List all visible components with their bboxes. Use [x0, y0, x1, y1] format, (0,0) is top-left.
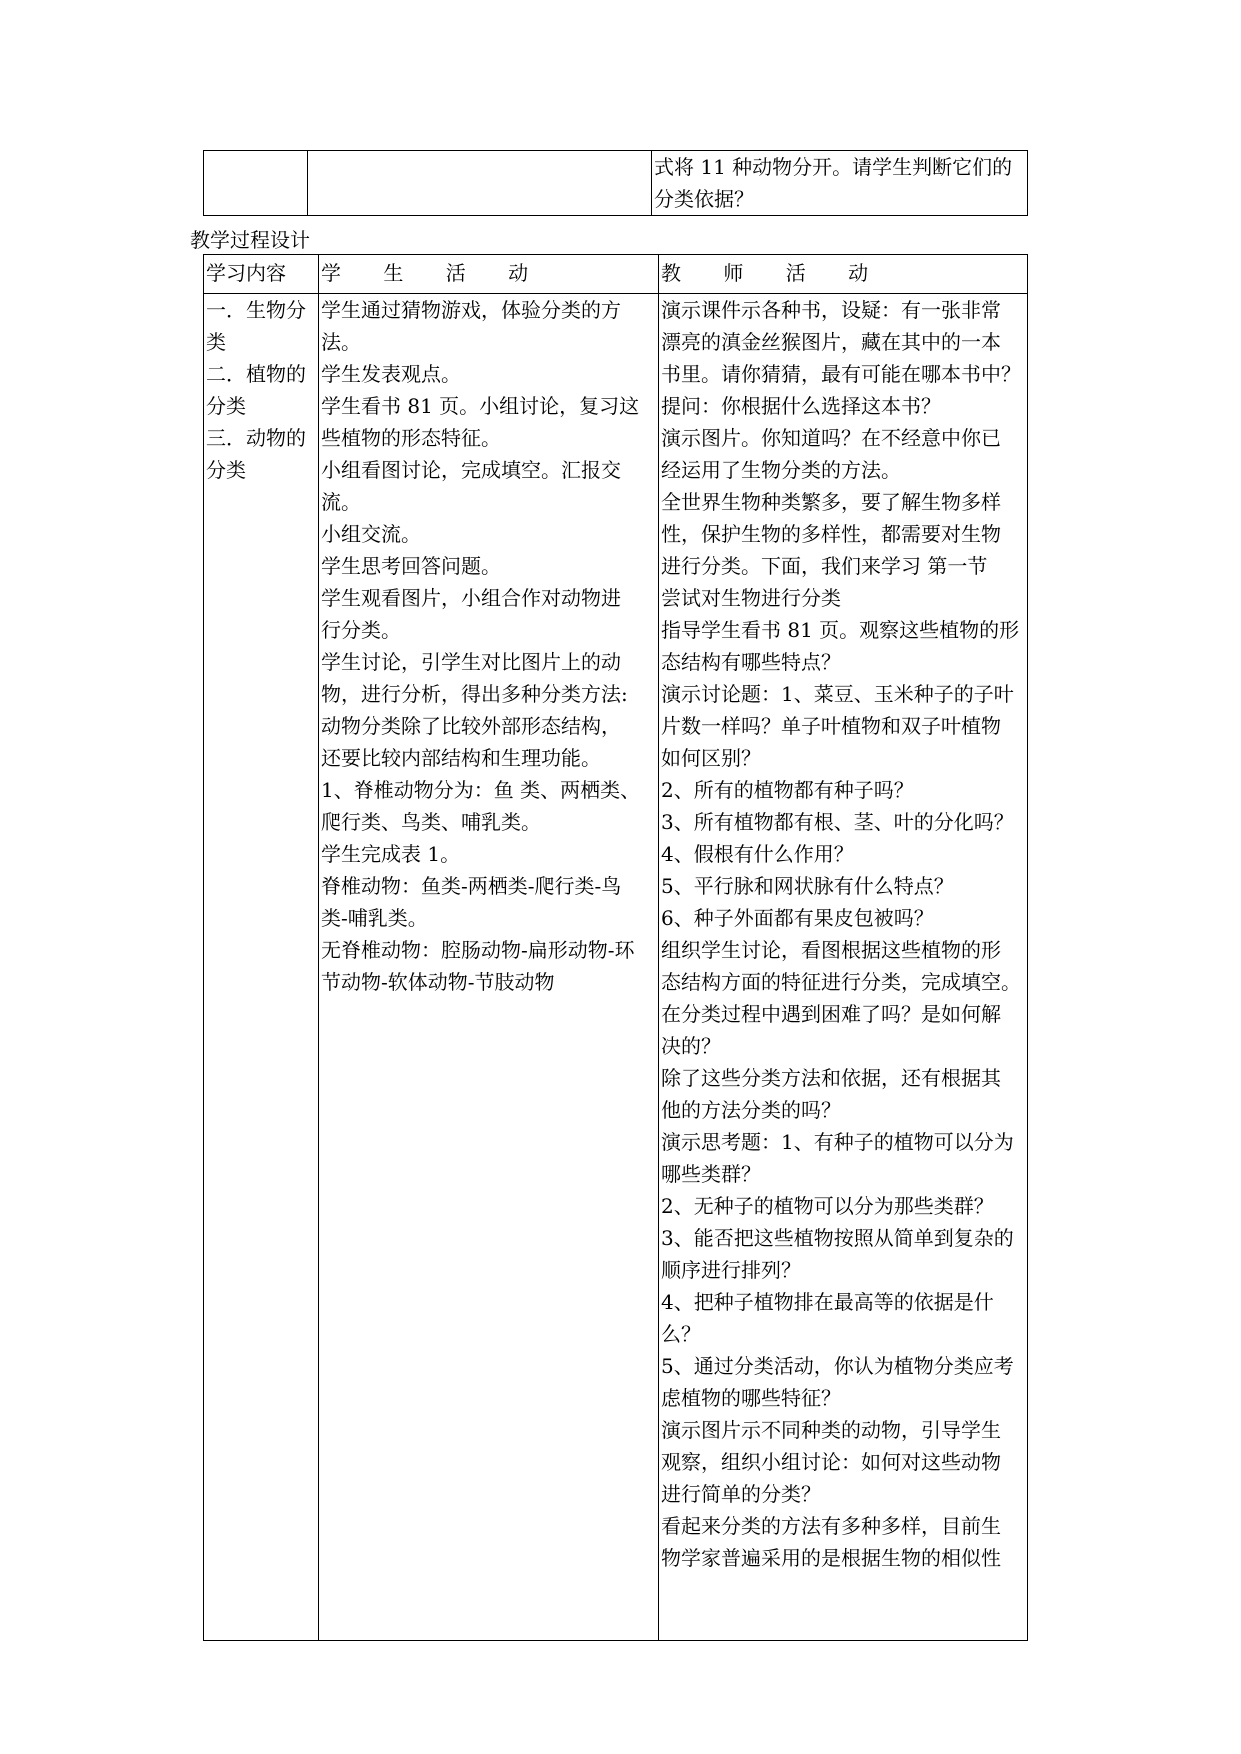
teacher-cell: [652, 151, 1028, 216]
section-caption: 教学过程设计: [190, 228, 310, 252]
text-line: 组织学生讨论，看图根据这些植物的形: [661, 938, 1001, 962]
text-line: 片数一样吗？单子叶植物和双子叶植物: [661, 714, 1001, 738]
text-line: 态结构有哪些特点？: [661, 650, 841, 674]
text-line: 演示课件示各种书，设疑：有一张非常: [661, 298, 1001, 322]
text-line: 3、能否把这些植物按照从简单到复杂的: [661, 1226, 1014, 1250]
text-line: 二．植物的: [206, 362, 306, 386]
text-line: 虑植物的哪些特征？: [661, 1386, 841, 1410]
text-line: 行分类。: [321, 618, 401, 642]
text-line: 脊椎动物：鱼类-两栖类-爬行类-鸟: [321, 874, 622, 898]
text-line: 3、所有植物都有根、茎、叶的分化吗？: [661, 810, 1014, 834]
text-line: 经运用了生物分类的方法。: [661, 458, 901, 482]
text-line: 小组看图讨论，完成填空。汇报交: [321, 458, 621, 482]
text-line: 4、把种子植物排在最高等的依据是什: [661, 1290, 994, 1314]
text-line: 书里。请你猜猜，最有可能在哪本书中？: [661, 362, 1021, 386]
text-line: 爬行类、鸟类、哺乳类。: [321, 810, 541, 834]
learning-content-cell: [204, 294, 319, 1641]
text-line: 学生看书 81 页。小组讨论，复习这: [321, 394, 640, 418]
text-line: 演示思考题：1、有种子的植物可以分为: [661, 1130, 1014, 1154]
content-cell: [204, 151, 308, 216]
text-line: 演示图片。你知道吗？在不经意中你已: [661, 426, 1001, 450]
text-line: 进行分类。下面，我们来学习 第一节: [661, 554, 988, 578]
header-learning-content: 学习内容: [204, 255, 319, 294]
text-line: 学生观看图片，小组合作对动物进: [321, 586, 621, 610]
text-line: 分类依据？: [654, 187, 754, 211]
text-line: 进行简单的分类？: [661, 1482, 821, 1506]
text-line: 看起来分类的方法有多种多样，目前生: [661, 1514, 1001, 1538]
text-line: 法。: [321, 330, 361, 354]
text-line: 动物分类除了比较外部形态结构，: [321, 714, 621, 738]
text-line: 一．生物分: [206, 298, 306, 322]
text-line: 性，保护生物的多样性，都需要对生物: [661, 522, 1001, 546]
text-line: 学生发表观点。: [321, 362, 461, 386]
header-teacher-activity: 教 师 活 动: [659, 255, 1028, 294]
text-line: 态结构方面的特征进行分类，完成填空。: [661, 970, 1021, 994]
text-line: 决的？: [661, 1034, 721, 1058]
text-line: 顺序进行排列？: [661, 1258, 801, 1282]
text-line: 学生讨论，引学生对比图片上的动: [321, 650, 621, 674]
text-line: 分类: [206, 458, 246, 482]
text-line: 除了这些分类方法和依据，还有根据其: [661, 1066, 1001, 1090]
text-line: 三．动物的: [206, 426, 306, 450]
text-line: 全世界生物种类繁多，要了解生物多样: [661, 490, 1001, 514]
text-line: 学生完成表 1。: [321, 842, 461, 866]
text-line: 1、脊椎动物分为：鱼 类、两栖类、: [321, 778, 641, 802]
text-line: 物学家普遍采用的是根据生物的相似性: [661, 1546, 1001, 1570]
text-line: 演示图片示不同种类的动物，引导学生: [661, 1418, 1001, 1442]
text-line: 学生思考回答问题。: [321, 554, 501, 578]
table-header-row: [204, 255, 1028, 294]
student-activity-cell: [319, 294, 659, 1641]
text-line: 些植物的形态特征。: [321, 426, 501, 450]
continued-table: [203, 150, 1028, 216]
text-line: 在分类过程中遇到困难了吗？是如何解: [661, 1002, 1001, 1026]
text-line: 如何区别？: [661, 746, 761, 770]
text-line: 4、假根有什么作用？: [661, 842, 854, 866]
teacher-activity-cell: [659, 294, 1028, 1641]
text-line: 5、平行脉和网状脉有什么特点？: [661, 874, 954, 898]
text-line: 漂亮的滇金丝猴图片，藏在其中的一本: [661, 330, 1001, 354]
text-line: 物，进行分析，得出多种分类方法:: [321, 682, 628, 706]
text-line: 演示讨论题：1、菜豆、玉米种子的子叶: [661, 682, 1014, 706]
student-cell: [308, 151, 652, 216]
text-line: 还要比较内部结构和生理功能。: [321, 746, 601, 770]
text-line: 尝试对生物进行分类: [661, 586, 841, 610]
header-student-activity: 学 生 活 动: [319, 255, 659, 294]
text-line: 类: [206, 330, 226, 354]
text-line: 么？: [661, 1322, 701, 1346]
text-line: 节动物-软体动物-节肢动物: [321, 970, 555, 994]
text-line: 指导学生看书 81 页。观察这些植物的形: [661, 618, 1020, 642]
text-line: 分类: [206, 394, 246, 418]
teaching-process-table: [203, 254, 1028, 1641]
text-line: 小组交流。: [321, 522, 421, 546]
text-line: 他的方法分类的吗？: [661, 1098, 841, 1122]
text-line: 2、无种子的植物可以分为那些类群？: [661, 1194, 994, 1218]
text-line: 提问：你根据什么选择这本书？: [661, 394, 941, 418]
table-row: [204, 151, 1028, 216]
text-line: 类-哺乳类。: [321, 906, 428, 930]
text-line: 无脊椎动物：腔肠动物-扁形动物-环: [321, 938, 635, 962]
text-line: 学生通过猜物游戏，体验分类的方: [321, 298, 621, 322]
text-line: 哪些类群？: [661, 1162, 761, 1186]
text-line: 流。: [321, 490, 361, 514]
text-line: 2、所有的植物都有种子吗？: [661, 778, 914, 802]
text-line: 5、通过分类活动，你认为植物分类应考: [661, 1354, 1014, 1378]
table-row: [204, 294, 1028, 1641]
text-line: 6、种子外面都有果皮包被吗？: [661, 906, 934, 930]
text-line: 观察，组织小组讨论：如何对这些动物: [661, 1450, 1001, 1474]
text-line: 式将 11 种动物分开。请学生判断它们的: [654, 155, 1013, 179]
